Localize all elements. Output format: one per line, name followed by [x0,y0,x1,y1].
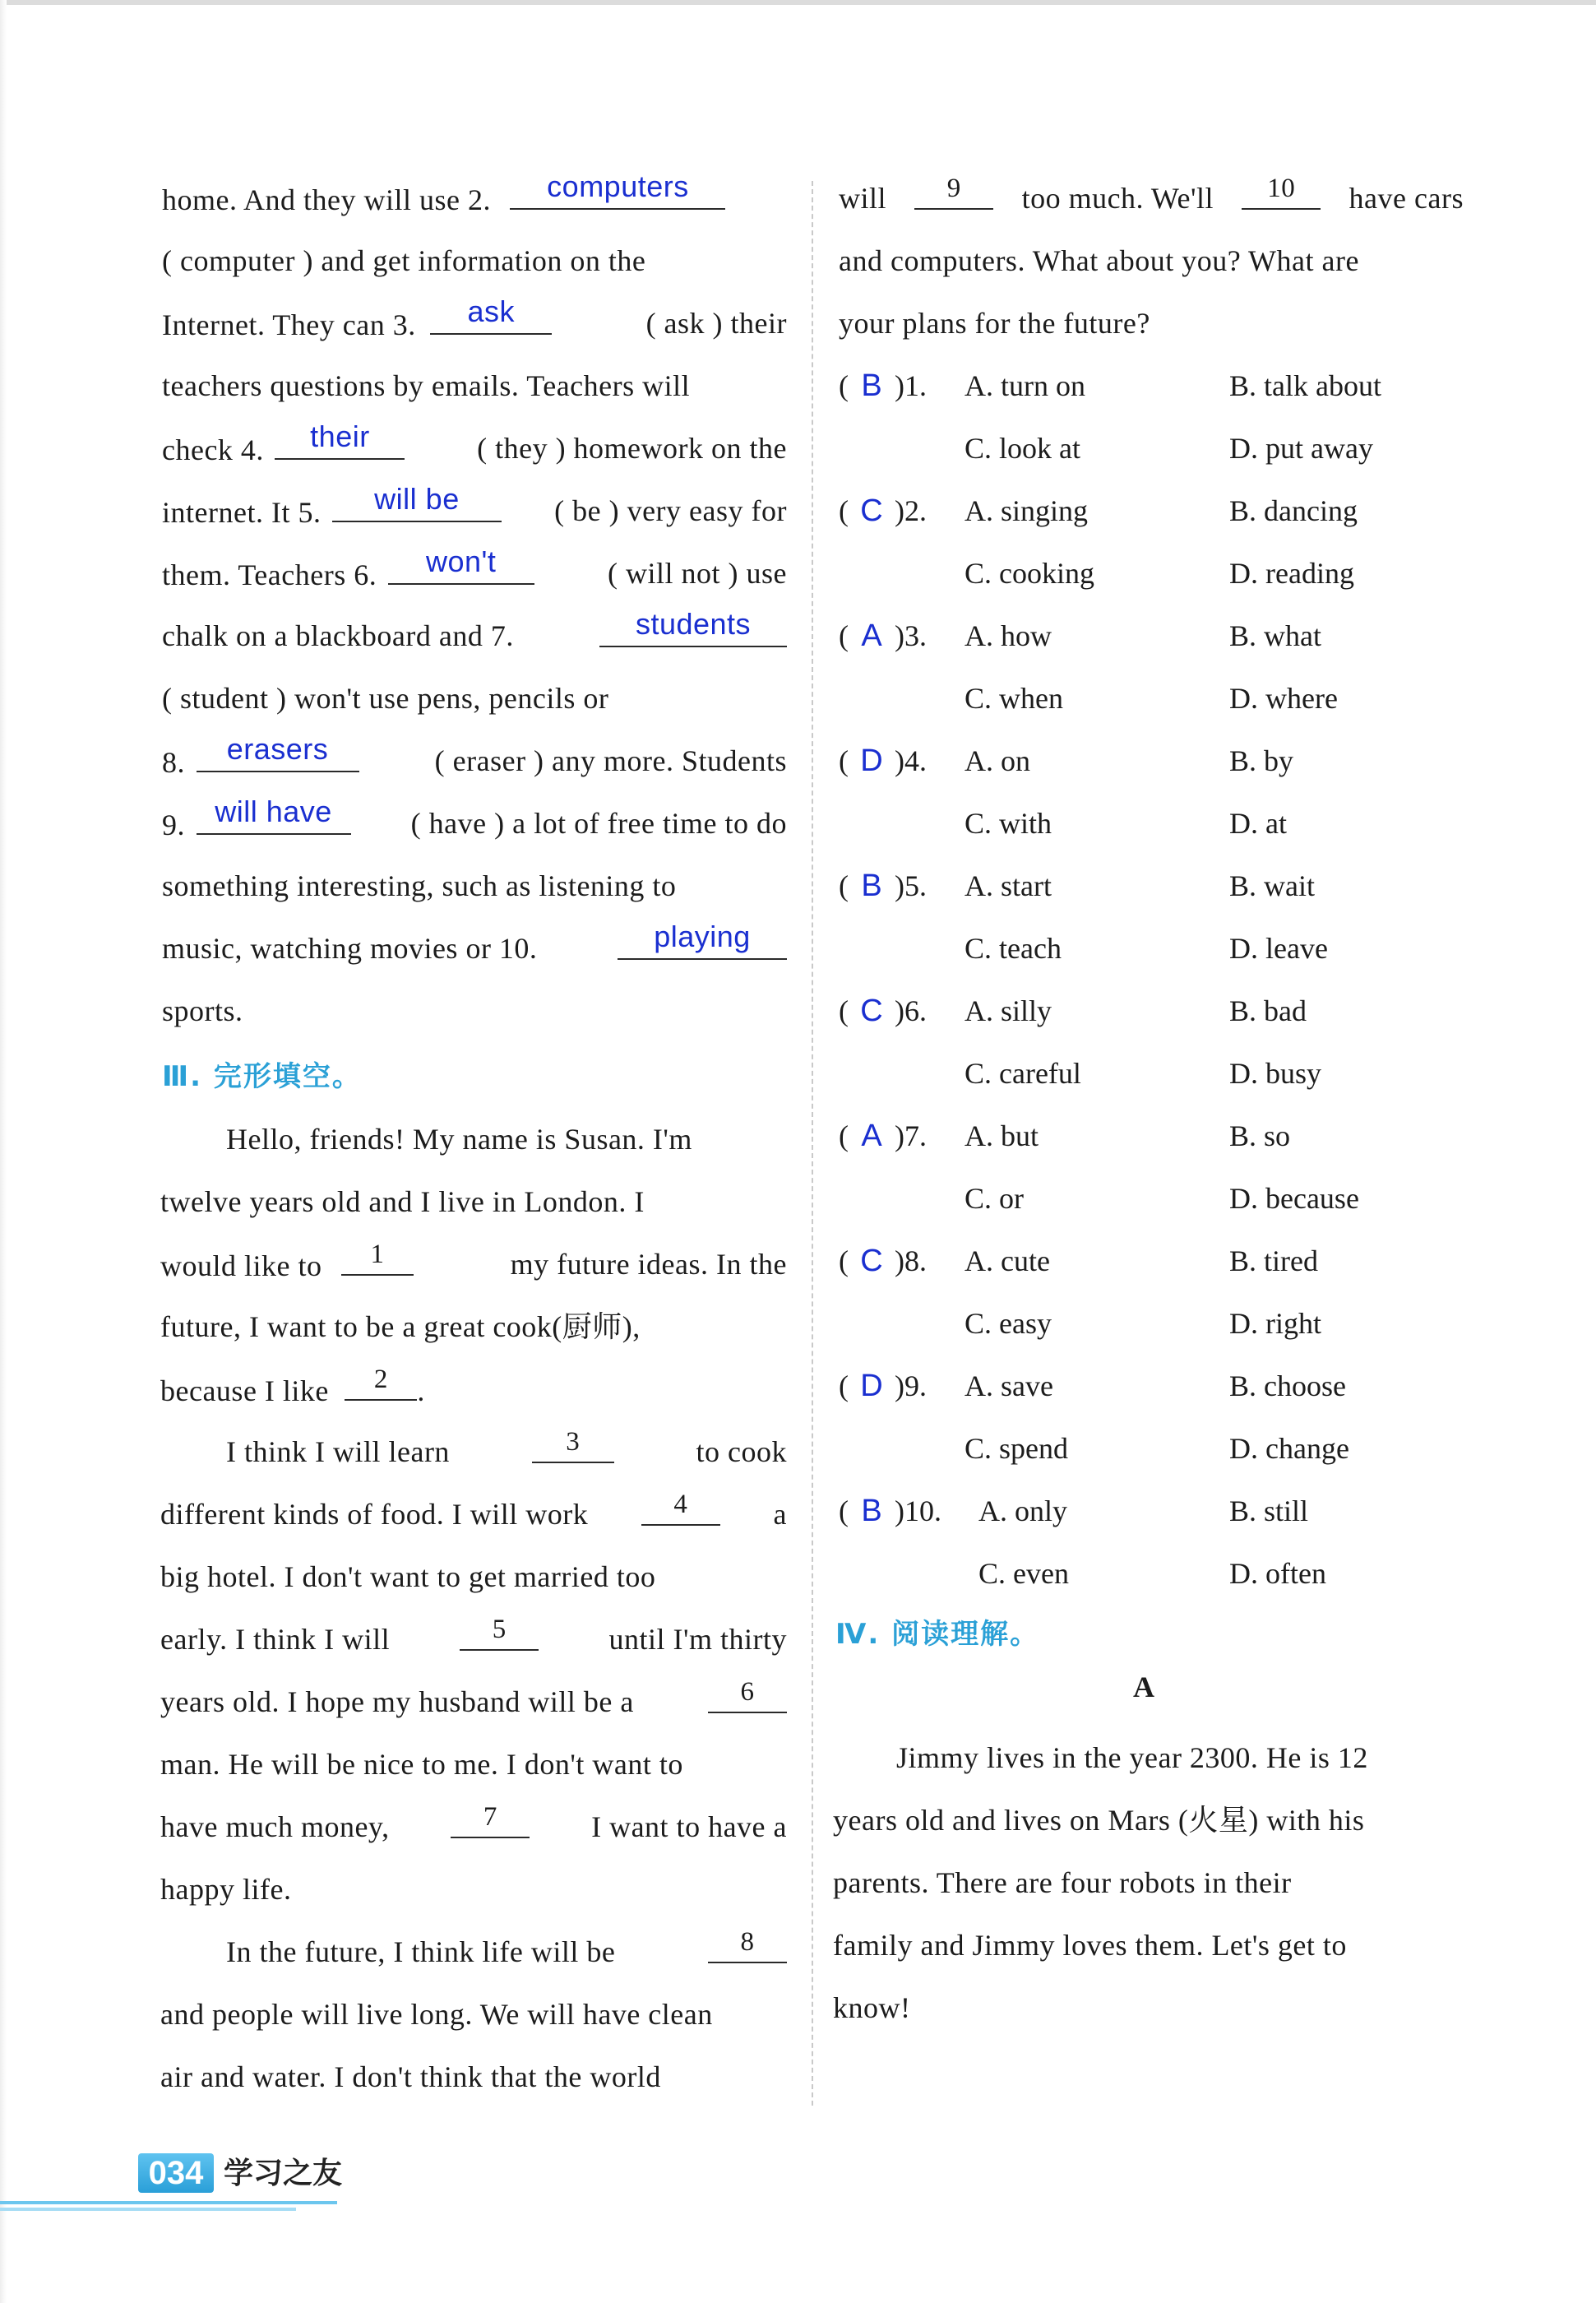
answer-text: students [635,607,752,641]
option-d: D. change [1229,1432,1349,1465]
text-line [226,1108,787,1170]
option-c: C. or [965,1182,1024,1215]
answer-blank-5 [332,480,502,522]
question-number: 1. [904,369,927,402]
answer-text: their [310,419,370,453]
option-b: B. by [1229,744,1294,777]
text: my future ideas. In the [510,1248,787,1281]
text-line [160,1796,787,1858]
option-d: D. often [1229,1557,1326,1590]
question-number: 6. [904,994,927,1027]
text: will [839,182,887,215]
answer-blank-10 [618,917,787,960]
question-number: 5. [904,869,927,902]
column-divider [812,181,813,2106]
text-line [896,1726,1460,1789]
text: years old and lives on Mars (火星) with his [833,1804,1365,1837]
answer-text: playing [654,920,751,953]
text-line [226,1420,787,1483]
answer-text: computers [547,169,689,203]
text: to cook [696,1435,787,1468]
option-c: C. when [965,682,1063,715]
option-b: B. so [1229,1119,1291,1152]
text-line [160,1545,787,1608]
answer-blank-7 [599,605,787,647]
text-line [160,1608,787,1670]
text: something interesting, such as listening to [162,869,677,902]
text: Hello, friends! My name is Susan. I'm [226,1123,692,1156]
blank-number: 10 [1267,174,1296,203]
text-line [160,1295,787,1358]
chosen-answer: D [860,1369,883,1403]
option-b: B. bad [1229,994,1307,1027]
question-number: 8. [904,1244,927,1277]
option-a: A. cute [965,1244,1050,1277]
option-a: A. how [965,619,1052,652]
text-line [160,1733,787,1796]
blank-number: 6 [740,1677,755,1707]
answer-paren: ( C )2. [839,480,927,542]
option-a: A. singing [965,494,1089,527]
text: ( eraser ) any more. Students [434,744,787,777]
text: internet. It 5. [162,496,322,529]
chosen-answer: C [860,1244,883,1278]
option-c: C. teach [965,932,1062,965]
option-b: B. talk about [1229,369,1381,402]
option-a: A. only [978,1494,1067,1527]
text: years old. I hope my husband will be a [160,1685,634,1718]
text: early. I think I will [160,1623,391,1656]
text: I want to have a [591,1810,787,1843]
option-d: D. put away [1229,432,1373,465]
text-line [162,667,787,730]
text: have much money, [160,1810,390,1843]
answer-paren: ( A )7. [839,1105,927,1167]
option-c: C. with [965,807,1052,840]
chosen-answer: C [860,994,883,1028]
text: ( have ) a lot of free time to do [410,807,787,840]
text-line [226,1921,787,1983]
option-d: D. because [1229,1182,1359,1215]
text: because I like [160,1374,329,1407]
text: happy life. [160,1873,292,1906]
answer-paren: ( B )10. [839,1480,941,1542]
text: them. Teachers 6. [162,558,377,591]
text: family and Jimmy loves them. Let's get to [833,1929,1347,1962]
text: twelve years old and I live in London. I [160,1185,645,1218]
section-heading-cloze: Ⅲ. 完形填空。 [162,1060,362,1093]
chosen-answer: B [861,869,882,903]
text: big hotel. I don't want to get married too [160,1560,656,1593]
text-line [162,855,787,917]
option-a: A. start [965,869,1052,902]
option-b: B. dancing [1229,494,1358,527]
option-a: A. turn on [965,369,1085,402]
answer-paren: ( B )5. [839,855,927,917]
option-d: D. busy [1229,1057,1322,1090]
answer-text: will be [374,482,460,516]
text: a [773,1498,787,1531]
top-border [0,0,1596,5]
option-c: C. easy [965,1307,1052,1340]
option-b: B. wait [1229,869,1315,902]
text: your plans for the future? [839,307,1150,340]
option-c: C. spend [965,1432,1068,1465]
text: Jimmy lives in the year 2300. He is 12 [896,1741,1368,1774]
text-line [162,730,787,792]
text: and people will live long. We will have clean [160,1998,713,2031]
option-c: C. look at [965,432,1080,465]
text: teachers questions by emails. Teachers will [162,369,691,402]
text-line [160,1858,787,1921]
text: ( they ) homework on the [477,432,787,465]
text: know! [833,1991,911,2024]
text-line [162,792,787,855]
option-b: B. choose [1229,1369,1346,1402]
text-line [833,1976,1460,2039]
text-line [160,1483,787,1545]
text-line [162,980,787,1042]
text: too much. We'll [1021,182,1214,215]
blank-number: 5 [492,1615,507,1644]
cloze-blank-4 [641,1483,720,1526]
text: man. He will be nice to me. I don't want to [160,1748,683,1781]
option-a: A. on [965,744,1030,777]
answer-blank-2 [510,167,725,210]
blank-number: 9 [946,174,961,203]
option-d: D. reading [1229,557,1354,590]
cloze-blank-8 [708,1921,787,1963]
blank-number: 2 [373,1365,388,1394]
text-line [162,167,787,229]
text-line [160,1170,787,1233]
answer-blank-9 [197,792,351,835]
text-line [833,1914,1460,1976]
text: air and water. I don't think that the world [160,2060,661,2093]
answer-blank-8 [197,730,359,772]
text: chalk on a blackboard and 7. [162,619,514,652]
cloze-blank-3 [532,1420,614,1463]
text-line [162,417,787,480]
blank-number: 4 [673,1490,688,1519]
blank-number: 8 [740,1927,755,1957]
question-number: 7. [904,1119,927,1152]
option-c: C. cooking [965,557,1094,590]
answer-paren: ( D )4. [839,730,927,792]
section-heading-reading: Ⅳ. 阅读理解。 [835,1618,1040,1651]
answer-blank-4 [275,417,405,460]
text-line [833,1851,1460,1914]
answer-paren: ( A )3. [839,605,927,667]
answer-text: ask [467,294,515,328]
chosen-answer: D [860,744,883,778]
text-line [160,2046,787,2108]
cloze-blank-1 [341,1233,414,1276]
question-number: 4. [904,744,927,777]
question-number: 2. [904,494,927,527]
option-d: D. leave [1229,932,1328,965]
option-a: A. silly [965,994,1052,1027]
page-number: 034 [138,2153,214,2193]
text: ( will not ) use [608,557,787,590]
text: music, watching movies or 10. [162,932,538,965]
blank-number: 3 [566,1427,581,1457]
option-a: A. but [965,1119,1039,1152]
blank-number: 7 [483,1802,497,1832]
text: ( be ) very easy for [554,494,787,527]
chosen-answer: A [861,619,882,653]
text-line [160,1233,787,1295]
question-number: 10. [904,1494,941,1527]
text: would like to [160,1249,322,1282]
page-edge-shadow [0,0,7,2303]
text: ( ask ) their [645,307,787,340]
text: 8. [162,746,185,779]
cloze-blank-2 [345,1358,417,1401]
text-line [839,229,1464,292]
text-line [162,917,787,980]
text-line [160,1358,787,1420]
answer-text: will have [215,795,332,828]
chosen-answer: A [861,1119,882,1153]
text: home. And they will use 2. [162,183,491,216]
cloze-blank-9 [914,167,993,210]
text-line [162,292,787,354]
text-line [162,354,787,417]
option-b: B. still [1229,1494,1309,1527]
answer-text: erasers [226,732,329,766]
text: parents. There are four robots in their [833,1866,1292,1899]
cloze-blank-6 [708,1670,787,1713]
text: check 4. [162,433,264,466]
text-line [162,542,787,605]
option-b: B. what [1229,619,1321,652]
footer-stripe [0,2201,337,2204]
text: I think I will learn [226,1435,450,1468]
book-title: 学习之友 [224,2156,343,2190]
cloze-blank-10 [1242,167,1321,210]
option-b: B. tired [1229,1244,1318,1277]
text: different kinds of food. I will work [160,1498,589,1531]
answer-paren: ( B )1. [839,354,927,417]
passage-letter: A [1133,1670,1154,1703]
text: Internet. They can 3. [162,308,416,341]
option-a: A. save [965,1369,1053,1402]
question-number: 9. [904,1369,927,1402]
text-line [160,1983,787,2046]
text-line [162,229,787,292]
answer-text: won't [426,544,497,578]
text-line [839,292,1464,354]
option-d: D. where [1229,682,1338,715]
text: ( computer ) and get information on the [162,244,646,277]
text: sports. [162,994,243,1027]
text: ( student ) won't use pens, pencils or [162,682,609,715]
text-line [162,605,787,667]
answer-paren: ( D )9. [839,1355,927,1417]
cloze-blank-7 [451,1796,530,1838]
question-number: 3. [904,619,927,652]
text: In the future, I think life will be [226,1935,616,1968]
option-c: C. careful [965,1057,1081,1090]
text: have cars [1349,182,1464,215]
text: until I'm thirty [608,1623,787,1656]
text: 9. [162,809,185,841]
chosen-answer: B [861,368,882,403]
option-d: D. right [1229,1307,1321,1340]
cloze-blank-5 [460,1608,539,1651]
answer-blank-6 [388,542,534,585]
text: . [417,1374,425,1407]
option-c: C. even [978,1557,1069,1590]
chosen-answer: C [860,494,883,528]
text: and computers. What about you? What are [839,244,1359,277]
footer-stripe [0,2208,296,2211]
text-line [833,1789,1460,1851]
text: future, I want to be a great cook(厨师), [160,1310,641,1343]
answer-paren: ( C )6. [839,980,927,1042]
blank-number: 1 [370,1240,385,1269]
text-line [162,480,787,542]
answer-paren: ( C )8. [839,1230,927,1292]
option-d: D. at [1229,807,1287,840]
text-line [839,167,1464,229]
answer-blank-3 [430,292,552,335]
text-line [160,1670,787,1733]
chosen-answer: B [861,1494,882,1528]
